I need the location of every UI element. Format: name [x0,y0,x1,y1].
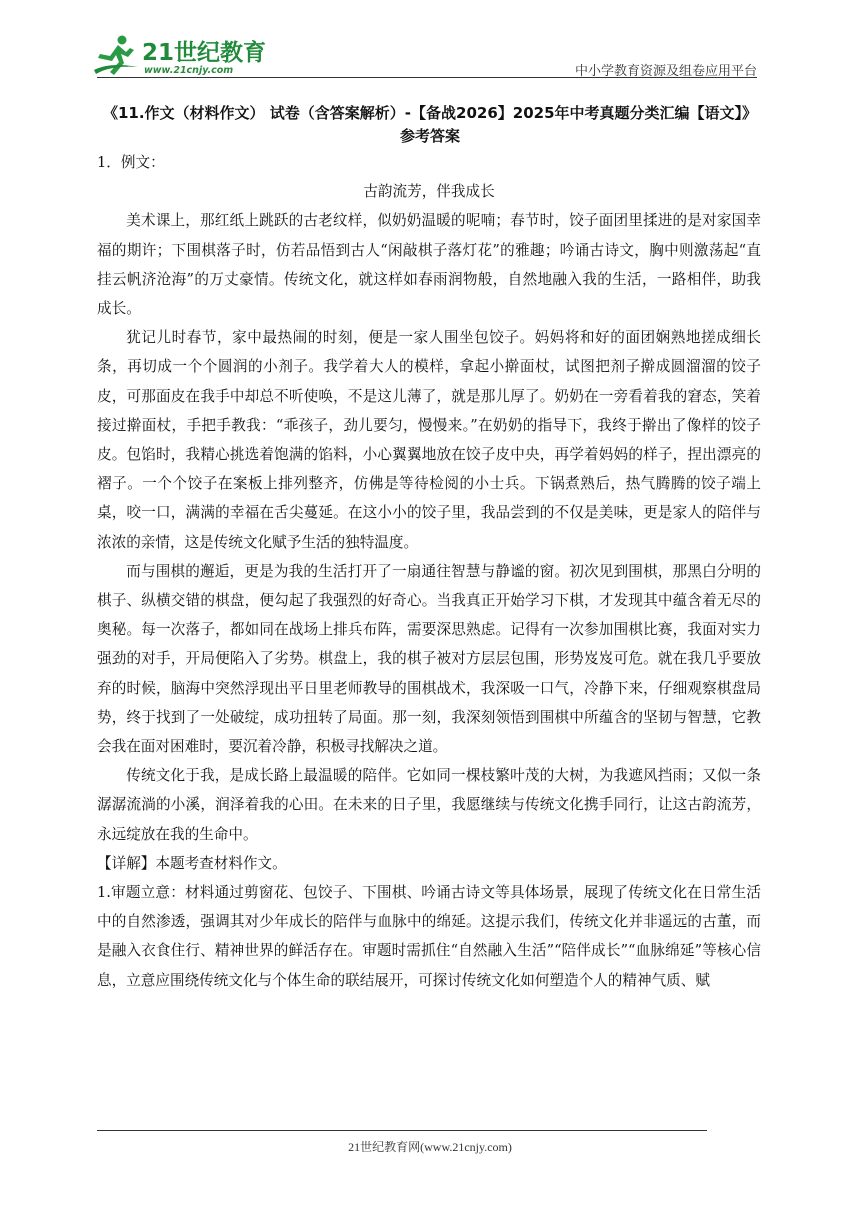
essay-paragraph: 犹记儿时春节，家中最热闹的时刻，便是一家人围坐包饺子。妈妈将和好的面团娴熟地搓成细长条，再切成一个个圆润的小剂子。我学着大人的模样，拿起小擀面杖，试图把剂子擀成圆溜溜的饺子皮，可那面皮在我手中却总不听使唤，不是这儿薄了，就是那儿厚了。奶奶在一旁看着我的窘态，笑着接过擀面杖，手把手教我：“乖孩子，劲儿要匀，慢慢来。”在奶奶的指导下，我终于擀出了像样的饺子皮。包馅时，我精心挑选着饱满的馅料，小心翼翼地放在饺子皮中央，再学着妈妈的样子，捏出漂亮的褶子。一个个饺子在案板上排列整齐，仿佛是等待检阅的小士兵。下锅煮熟后，热气腾腾的饺子端上桌，咬一口，满满的幸福在舌尖蔓延。在这小小的饺子里，我品尝到的不仅是美味，更是家人的陪伴与浓浓的亲情，这是传统文化赋予生活的独特温度。 [97,329,761,551]
document-body [97,148,761,995]
runner-logo-icon [92,34,140,80]
site-logo[interactable] [92,34,267,80]
analysis-paragraph: 1.审题立意：材料通过剪窗花、包饺子、下围棋、吟诵古诗文等具体场景，展现了传统文化在日常生活中的自然渗透，强调其对少年成长的陪伴与血脉中的绵延。这提示我们，传统文化并非遥远的古董，而是融入衣食住行、精神世界的鲜活存在。审题时需抓住“自然融入生活”“陪伴成长”“血脉绵延”等核心信息，立意应围绕传统文化与个体生命的联结展开，可探讨传统文化如何塑造个人的精神气质、赋 [97,884,761,989]
document-title-line2: 参考答案 [399,127,460,145]
essay-paragraph: 美术课上，那红纸上跳跃的古老纹样，似奶奶温暖的呢喃；春节时，饺子面团里揉进的是对家国幸福的期许；下围棋落子时，仿若品悟到古人“闲敲棋子落灯花”的雅趣；吟诵古诗文，胸中则激荡起“直挂云帆济沧海”的万丈豪情。传统文化，就这样如春雨润物般，自然地融入我的生活，一路相伴，助我成长。 [97,212,761,318]
page-header [0,0,860,80]
logo-brand-text: 21世纪教育 [142,40,267,66]
platform-tagline: 中小学教育资源及组卷应用平台 [574,63,757,78]
essay-title: 古韵流芳，伴我成长 [363,183,495,201]
header-divider [97,77,757,78]
logo-url-text: www.21cnjy.com [144,65,234,76]
document-title-line1: 《11.作文（材料作文） 试卷（含答案解析）-【备战2026】2025年中考真题分类汇编【语文】》 [102,104,758,122]
essay-paragraph: 传统文化于我，是成长路上最温暖的陪伴。它如同一棵枝繁叶茂的大树，为我遮风挡雨；又似一条潺潺流淌的小溪，润泽着我的心田。在未来的日子里，我愿继续与传统文化携手同行，让这古韵流芳，永远绽放在我的生命中。 [97,767,761,843]
analysis-heading: 【详解】本题考查材料作文。 [97,854,287,872]
footer-divider [97,1130,707,1131]
essay-paragraph: 而与围棋的邂逅，更是为我的生活打开了一扇通往智慧与静谧的窗。初次见到围棋，那黑白分明的棋子、纵横交错的棋盘，便勾起了我强烈的好奇心。当我真正开始学习下棋，才发现其中蕴含着无尽的奥秘。每一次落子，都如同在战场上排兵布阵，需要深思熟虑。记得有一次参加围棋比赛，我面对实力强劲的对手，开局便陷入了劣势。棋盘上，我的棋子被对方层层包围，形势岌岌可危。就在我几乎要放弃的时候，脑海中突然浮现出平日里老师教导的围棋战术，我深吸一口气，冷静下来，仔细观察棋盘局势，终于找到了一处破绽，成功扭转了局面。那一刻，我深刻领悟到围棋中所蕴含的坚韧与智慧，它教会我在面对困难时，要沉着冷静，积极寻找解决之道。 [97,562,761,756]
question-number: 1．例文： [97,154,165,171]
document-title [90,102,770,148]
page-footer[interactable]: 21世纪教育网(www.21cnjy.com) [348,1140,512,1154]
